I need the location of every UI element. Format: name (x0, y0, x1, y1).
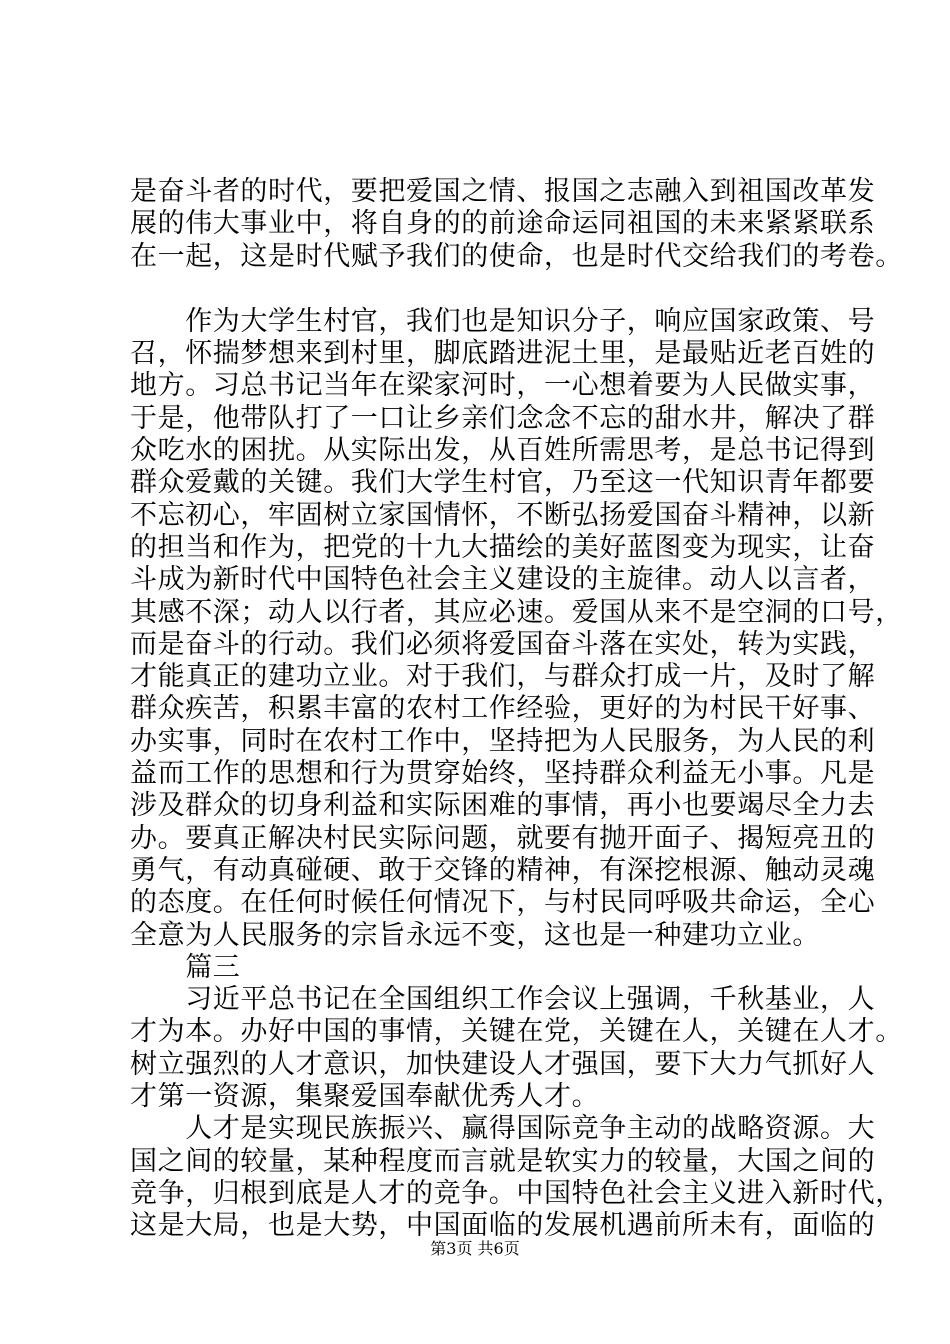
paragraph-gap (130, 273, 830, 306)
text-line: 作为大学生村官，我们也是知识分子，响应国家政策、号 (130, 305, 876, 337)
text-line: 国之间的较量，某种程度而言就是软实力的较量，大国之间的 (130, 1145, 876, 1177)
text-line: 地方。习总书记当年在梁家河时，一心想着要为人民做实事， (130, 370, 876, 402)
text-line: 的担当和作为，把党的十九大描绘的美好蓝图变为现实，让奋 (130, 531, 876, 563)
text-line: 于是，他带队打了一口让乡亲们念念不忘的甜水井，解决了群 (130, 402, 876, 434)
paragraph-main (130, 305, 903, 1243)
paragraph-continuation (130, 176, 903, 273)
text-line: 习近平总书记在全国组织工作会议上强调，千秋基业，人 (130, 984, 876, 1016)
text-line: 才能真正的建功立业。对于我们，与群众打成一片，及时了解 (130, 661, 876, 693)
text-line: 群众爱戴的关键。我们大学生村官，乃至这一代知识青年都要 (130, 467, 876, 499)
text-line: 的态度。在任何时候任何情况下，与村民同呼吸共命运，全心 (130, 887, 876, 919)
text-line: 在一起，这是时代赋予我们的使命，也是时代交给我们的考卷。 (130, 240, 903, 272)
text-line: 群众疾苦，积累丰富的农村工作经验，更好的为村民干好事、 (130, 693, 876, 725)
text-line: 才第一资源，集聚爱国奉献优秀人才。 (130, 1081, 600, 1113)
text-line: 勇气，有动真碰硬、敢于交锋的精神，有深挖根源、触动灵魂 (130, 854, 876, 886)
text-line: 这是大局，也是大势，中国面临的发展机遇前所未有，面临的 (130, 1210, 876, 1242)
text-line: 办实事，同时在农村工作中，坚持把为人民服务，为人民的利 (130, 725, 876, 757)
text-line: 全意为人民服务的宗旨永远不变，这也是一种建功立业。 (130, 919, 820, 951)
text-line: 是奋斗者的时代，要把爱国之情、报国之志融入到祖国改革发 (130, 176, 876, 207)
text-line: 竞争，归根到底是人才的竞争。中国特色社会主义进入新时代， (130, 1177, 903, 1209)
text-line: 篇三 (130, 951, 241, 983)
text-line: 涉及群众的切身利益和实际困难的事情，再小也要竭尽全力去 (130, 790, 876, 822)
text-line: 召，怀揣梦想来到村里，脚底踏进泥土里，是最贴近老百姓的 (130, 338, 876, 370)
text-line: 树立强烈的人才意识，加快建设人才强国，要下大力气抓好人 (130, 1048, 876, 1080)
text-line: 众吃水的困扰。从实际出发，从百姓所需思考，是总书记得到 (130, 435, 876, 467)
document-body (130, 176, 903, 1243)
text-line: 办。要真正解决村民实际问题，就要有抛开面子、揭短亮丑的 (130, 822, 876, 854)
text-line: 而是奋斗的行动。我们必须将爱国奋斗落在实处，转为实践， (130, 628, 876, 660)
text-line: 才为本。办好中国的事情，关键在党，关键在人，关键在人才。 (130, 1016, 903, 1048)
page-footer: 第3页 共6页 (430, 1239, 520, 1258)
text-line: 展的伟大事业中，将自身的的前途命运同祖国的未来紧紧联系 (130, 208, 876, 240)
text-line: 益而工作的思想和行为贯穿始终，坚持群众利益无小事。凡是 (130, 758, 876, 790)
text-line: 斗成为新时代中国特色社会主义建设的主旋律。动人以言者， (130, 564, 876, 596)
text-line: 人才是实现民族振兴、赢得国际竞争主动的战略资源。大 (130, 1113, 876, 1145)
text-line: 不忘初心，牢固树立家国情怀，不断弘扬爱国奋斗精神，以新 (130, 499, 876, 531)
text-line: 其感不深；动人以行者，其应必速。爱国从来不是空洞的口号， (130, 596, 903, 628)
